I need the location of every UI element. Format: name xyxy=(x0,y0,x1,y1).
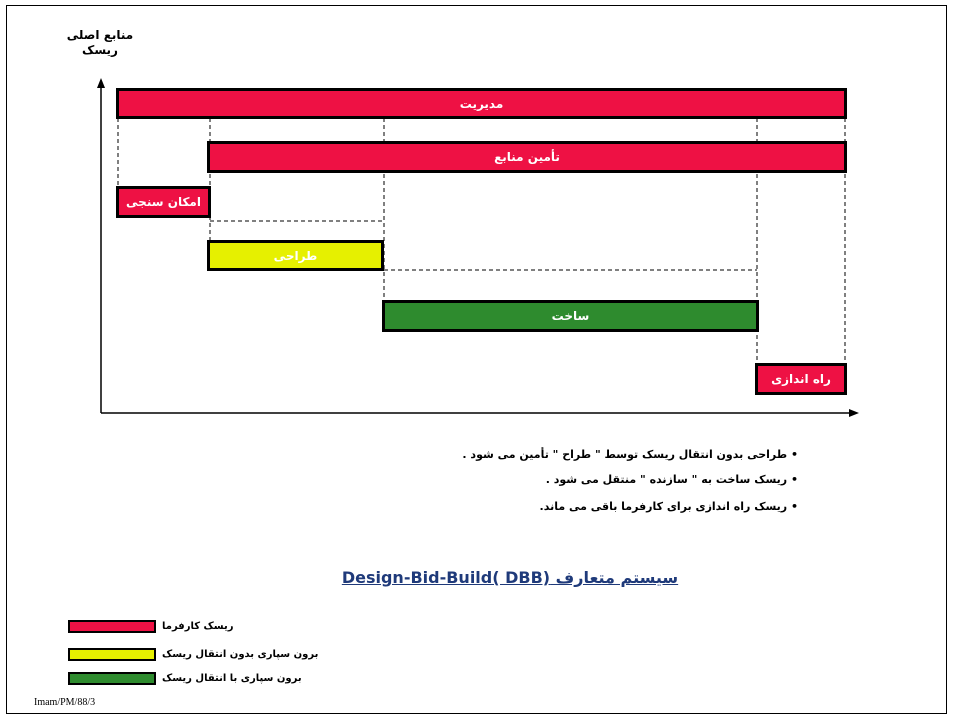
bullet-list xyxy=(300,448,798,518)
bar-design-label: طراحی xyxy=(273,248,318,263)
legend-swatch xyxy=(68,620,156,633)
y-axis-label xyxy=(60,28,140,58)
bar-financing xyxy=(207,141,847,173)
y-axis-label-line2: ریسک xyxy=(82,43,118,57)
legend-label: ریسک کارفرما xyxy=(162,621,234,632)
legend-item xyxy=(68,620,233,633)
legend-swatch xyxy=(68,648,156,661)
legend-label: برون سپاری بدون انتقال ریسک xyxy=(162,649,319,660)
legend-item xyxy=(68,672,302,685)
slide-title: سیستم متعارف Design-Bid-Build( DBB) xyxy=(341,568,679,587)
bar-construction xyxy=(382,300,759,332)
y-axis-label-line1: منابع اصلی xyxy=(66,28,134,42)
footer-code: Imam/PM/88/3 xyxy=(34,697,96,708)
bar-feasibility-label: امکان سنجی xyxy=(126,195,201,209)
bar-feasibility xyxy=(116,186,211,218)
bar-construction-label: ساخت xyxy=(551,309,590,323)
legend-swatch xyxy=(68,672,156,685)
bar-management-label: مدیریت xyxy=(459,96,504,111)
legend-label: برون سپاری با انتقال ریسک xyxy=(162,673,302,684)
bar-design xyxy=(207,240,384,271)
bar-management xyxy=(116,88,847,119)
bullet-item: • طراحی بدون انتقال ریسک توسط " طراح " تأمین می شود . xyxy=(462,448,798,461)
y-axis-arrow xyxy=(97,78,105,88)
bullet-item: • ریسک راه اندازی برای کارفرما باقی می ماند. xyxy=(539,500,798,513)
x-axis-arrow xyxy=(849,409,859,417)
legend-item xyxy=(68,648,318,661)
bullet-item: • ریسک ساخت به " سازنده " منتقل می شود . xyxy=(545,473,798,486)
bar-commissioning-label: راه اندازی xyxy=(771,372,831,386)
bar-commissioning xyxy=(755,363,847,395)
bar-financing-label: تأمین منابع xyxy=(494,150,560,164)
